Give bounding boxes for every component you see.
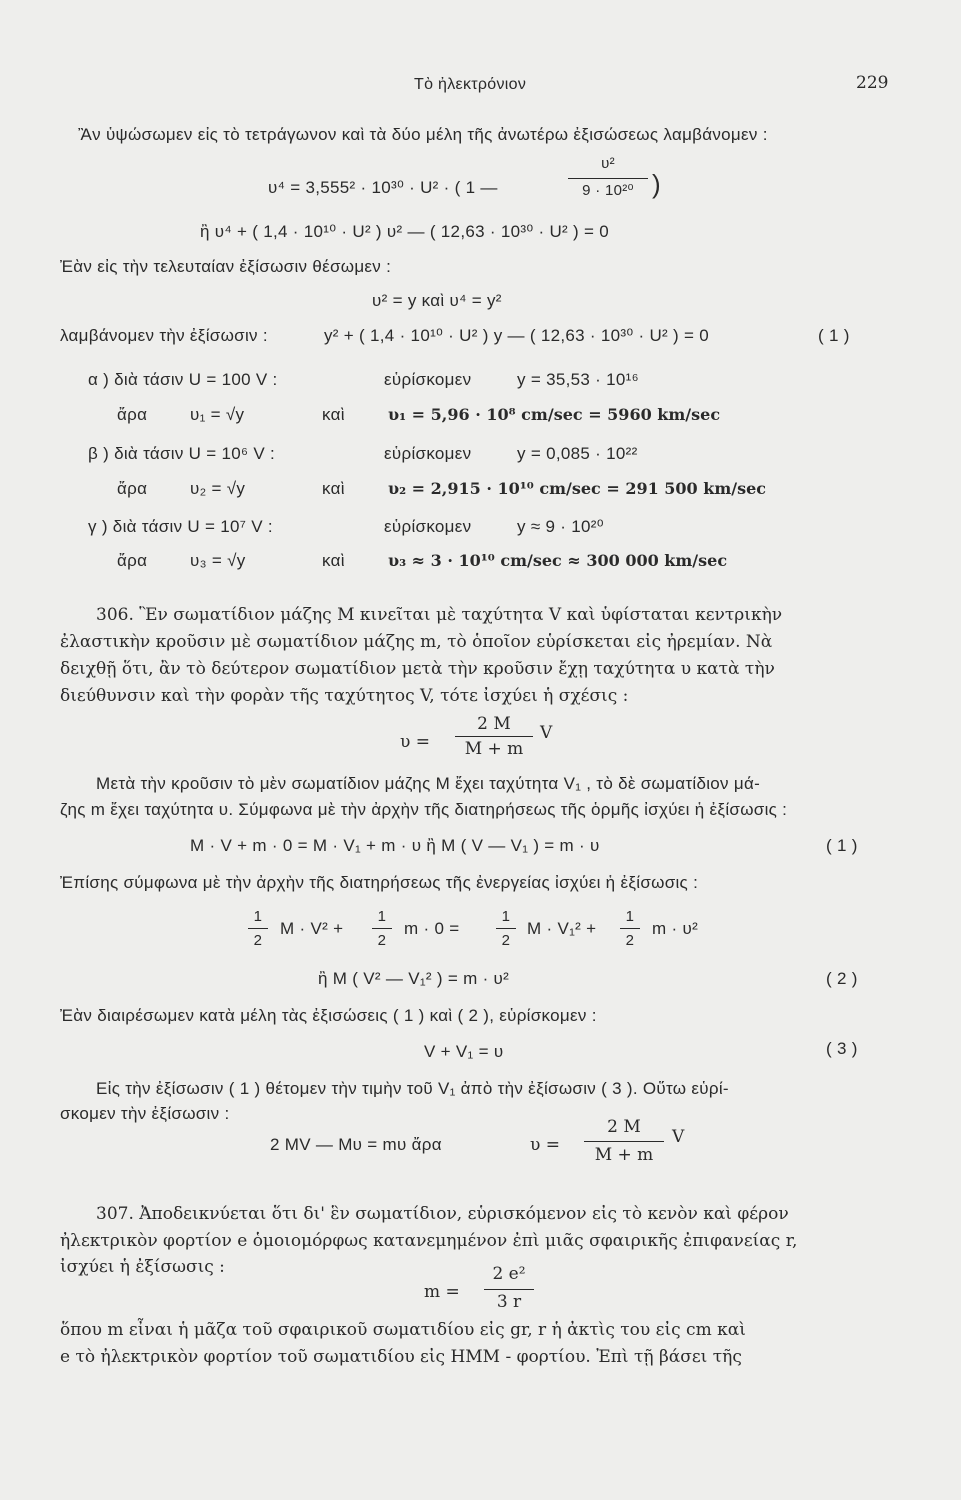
problem-307-tail: ὅπου m εἶναι ἡ μᾶζα τοῦ σφαιρικοῦ σωματιδίου εἰς gr, r ἡ ἀκτὶς του εἰς cm καὶ [60, 1320, 746, 1340]
problem-306-line: δειχθῇ ὅτι, ἂν τὸ δεύτερον σωματίδιον μετὰ τὴν κροῦσιν ἔχῃ ταχύτητα υ κατὰ τὴν [60, 659, 775, 679]
solution-line: ζης m ἔχει ταχύτητα υ. Σύμφωνα μὲ τὴν ἀρχὴν τῆς διατηρήσεως τῆς ὁρμῆς ἰσχύει ἡ ἐξίσωσις : [60, 800, 788, 819]
case-found: εὑρίσκομεν [384, 444, 472, 463]
frac-numerator: υ² [601, 155, 615, 172]
case-found: εὑρίσκομεν [384, 517, 472, 536]
formula-307-num: 2 e² [492, 1264, 526, 1284]
frac-denominator: 9 · 10²⁰ [582, 182, 634, 199]
half-num: 1 [501, 908, 511, 925]
case-root: υ₃ = √y [190, 551, 246, 570]
equation-u4 [268, 179, 498, 198]
problem-306-line: 306. Ἓν σωματίδιον μάζης M κινεῖται μὲ ταχύτητα V καὶ ὑφίσταται κεντρικὴν [96, 605, 783, 625]
eq1-tag: ( 1 ) [818, 326, 850, 345]
case-ara: ἄρα [117, 405, 148, 424]
page-number: 229 [856, 73, 889, 93]
formula-307-bar [484, 1289, 534, 1290]
case-kai: καὶ [322, 551, 345, 570]
case-ara: ἄρα [117, 551, 148, 570]
case-found: εὑρίσκομεν [384, 370, 472, 389]
solution-line: Ἐπίσης σύμφωνα μὲ τὴν ἀρχὴν τῆς διατηρήσεως τῆς ἐνεργείας ἰσχύει ἡ ἐξίσωσις : [60, 873, 699, 892]
energy-term: M · V² + [280, 919, 344, 938]
energy-equation-2: ἢ M ( V² — V₁² ) = m · υ² [318, 969, 510, 988]
problem-307-tail: e τὸ ἠλεκτρικὸν φορτίον τοῦ σωματιδίου εἰς HMM - φορτίου. Ἐπὶ τῇ βάσει τῆς [60, 1347, 742, 1367]
case-y: y = 0,085 · 10²² [517, 444, 638, 463]
energy-tag: ( 2 ) [826, 969, 858, 988]
half-den: 2 [501, 932, 511, 949]
half-den: 2 [377, 932, 387, 949]
final-bar [584, 1141, 664, 1142]
equation-3: V + V₁ = υ [424, 1042, 504, 1061]
case-kai: καὶ [322, 405, 345, 424]
formula-307-den: 3 r [496, 1292, 522, 1312]
formula-307-lhs: m = [424, 1282, 460, 1302]
case-result: υ₃ ≈ 3 · 10¹⁰ cm/sec ≈ 300 000 km/sec [388, 551, 728, 570]
intro-line: Ἂν ὑψώσωμεν εἰς τὸ τετράγωνον καὶ τὰ δύο μέλη τῆς ἀνωτέρω ἐξισώσεως λαμβάνομεν : [78, 125, 768, 144]
eq1-body: y² + ( 1,4 · 10¹⁰ · U² ) y — ( 12,63 · 10³⁰ · U² ) = 0 [324, 326, 710, 345]
half-bar [372, 928, 392, 929]
frac-bar [568, 178, 648, 179]
formula-306-den: M + m [464, 739, 524, 759]
final-num: 2 M [607, 1117, 641, 1137]
solution-line: Εἰς τὴν ἐξίσωσιν ( 1 ) θέτομεν τὴν τιμὴν τοῦ V₁ ἀπὸ τὴν ἐξίσωσιν ( 3 ). Οὕτω εὑρί- [96, 1079, 729, 1098]
case-ara: ἄρα [117, 479, 148, 498]
energy-term: m · 0 = [404, 919, 460, 938]
equation-substitution: υ² = y καὶ υ⁴ = y² [372, 291, 502, 310]
half-bar [496, 928, 516, 929]
formula-306-num: 2 M [477, 714, 511, 734]
half-den: 2 [625, 932, 635, 949]
case-label: α ) διὰ τάσιν U = 100 V : [88, 370, 278, 389]
solution-line: Μετὰ τὴν κροῦσιν τὸ μὲν σωματίδιον μάζης M ἔχει ταχύτητα V₁ , τὸ δὲ σωματίδιον μά- [96, 774, 761, 793]
case-y: y ≈ 9 · 10²⁰ [517, 517, 604, 536]
problem-306-line: διεύθυνσιν καὶ τὴν φορὰν τῆς ταχύτητος V, τότε ἰσχύει ἡ σχέσις : [60, 686, 629, 706]
half-num: 1 [253, 908, 263, 925]
eq1-prefix: λαμβάνομεν τὴν ἐξίσωσιν : [60, 326, 268, 345]
equation-3-tag: ( 3 ) [826, 1039, 858, 1058]
half-bar [248, 928, 268, 929]
problem-306-line: ἐλαστικὴν κροῦσιν μὲ σωματίδιον μάζης m, τὸ ὁποῖον εὑρίσκεται εἰς ἠρεμίαν. Νὰ [60, 632, 773, 652]
line-set: Ἐὰν εἰς τὴν τελευταίαν ἐξίσωσιν θέσωμεν : [60, 257, 392, 276]
problem-307-line: 307. Ἀποδεικνύεται ὅτι δι' ἓν σωματίδιον, εὑρισκόμενον εἰς τὸ κενὸν καὶ φέρον [96, 1204, 789, 1224]
final-v: V [672, 1127, 685, 1147]
solution-line: σκομεν τὴν ἐξίσωσιν : [60, 1104, 230, 1123]
case-kai: καὶ [322, 479, 345, 498]
case-label: β ) διὰ τάσιν U = 10⁶ V : [88, 444, 276, 463]
final-u: υ = [530, 1135, 560, 1155]
case-result: υ₁ = 5,96 · 10⁸ cm/sec = 5960 km/sec [388, 405, 721, 424]
formula-306-rhs: V [540, 723, 553, 743]
case-label: γ ) διὰ τάσιν U = 10⁷ V : [88, 517, 273, 536]
half-num: 1 [377, 908, 387, 925]
case-root: υ₁ = √y [190, 405, 245, 424]
momentum-tag: ( 1 ) [826, 836, 858, 855]
case-y: y = 35,53 · 10¹⁶ [517, 370, 639, 389]
case-root: υ₂ = √y [190, 479, 246, 498]
case-result: υ₂ = 2,915 · 10¹⁰ cm/sec = 291 500 km/sec [388, 479, 767, 498]
problem-307-line: ἠλεκτρικὸν φορτίον e ὁμοιομόρφως κατανεμημένον ἐπὶ μιᾶς σφαιρικῆς ἐπιφανείας r, [60, 1231, 798, 1251]
solution-line: Ἐὰν διαιρέσωμεν κατὰ μέλη τὰς ἐξισώσεις ( 1 ) καὶ ( 2 ), εὑρίσκομεν : [60, 1006, 597, 1025]
energy-term: M · V₁² + [527, 919, 597, 938]
momentum-equation: M · V + m · 0 = M · V₁ + m · υ ἢ M ( V — V₁ ) = m · υ [190, 836, 600, 855]
equation-b: ἢ υ⁴ + ( 1,4 · 10¹⁰ · U² ) υ² — ( 12,63 · 10³⁰ · U² ) = 0 [200, 222, 609, 241]
problem-307-line: ἰσχύει ἡ ἐξίσωσις : [60, 1257, 225, 1277]
running-title: Τὸ ἠλεκτρόνιον [414, 76, 527, 93]
formula-306-bar [455, 736, 533, 737]
paren-close: ) [652, 169, 661, 199]
half-bar [620, 928, 640, 929]
equation-u4-lhs: υ⁴ = 3,555² · 10³⁰ · U² · ( 1 — [268, 178, 498, 197]
half-num: 1 [625, 908, 635, 925]
final-lhs: 2 MV — Mυ = mυ ἄρα [270, 1135, 442, 1154]
formula-306-lhs: υ = [400, 732, 430, 752]
half-den: 2 [253, 932, 263, 949]
energy-term: m · υ² [652, 919, 699, 938]
final-den: M + m [594, 1145, 654, 1165]
